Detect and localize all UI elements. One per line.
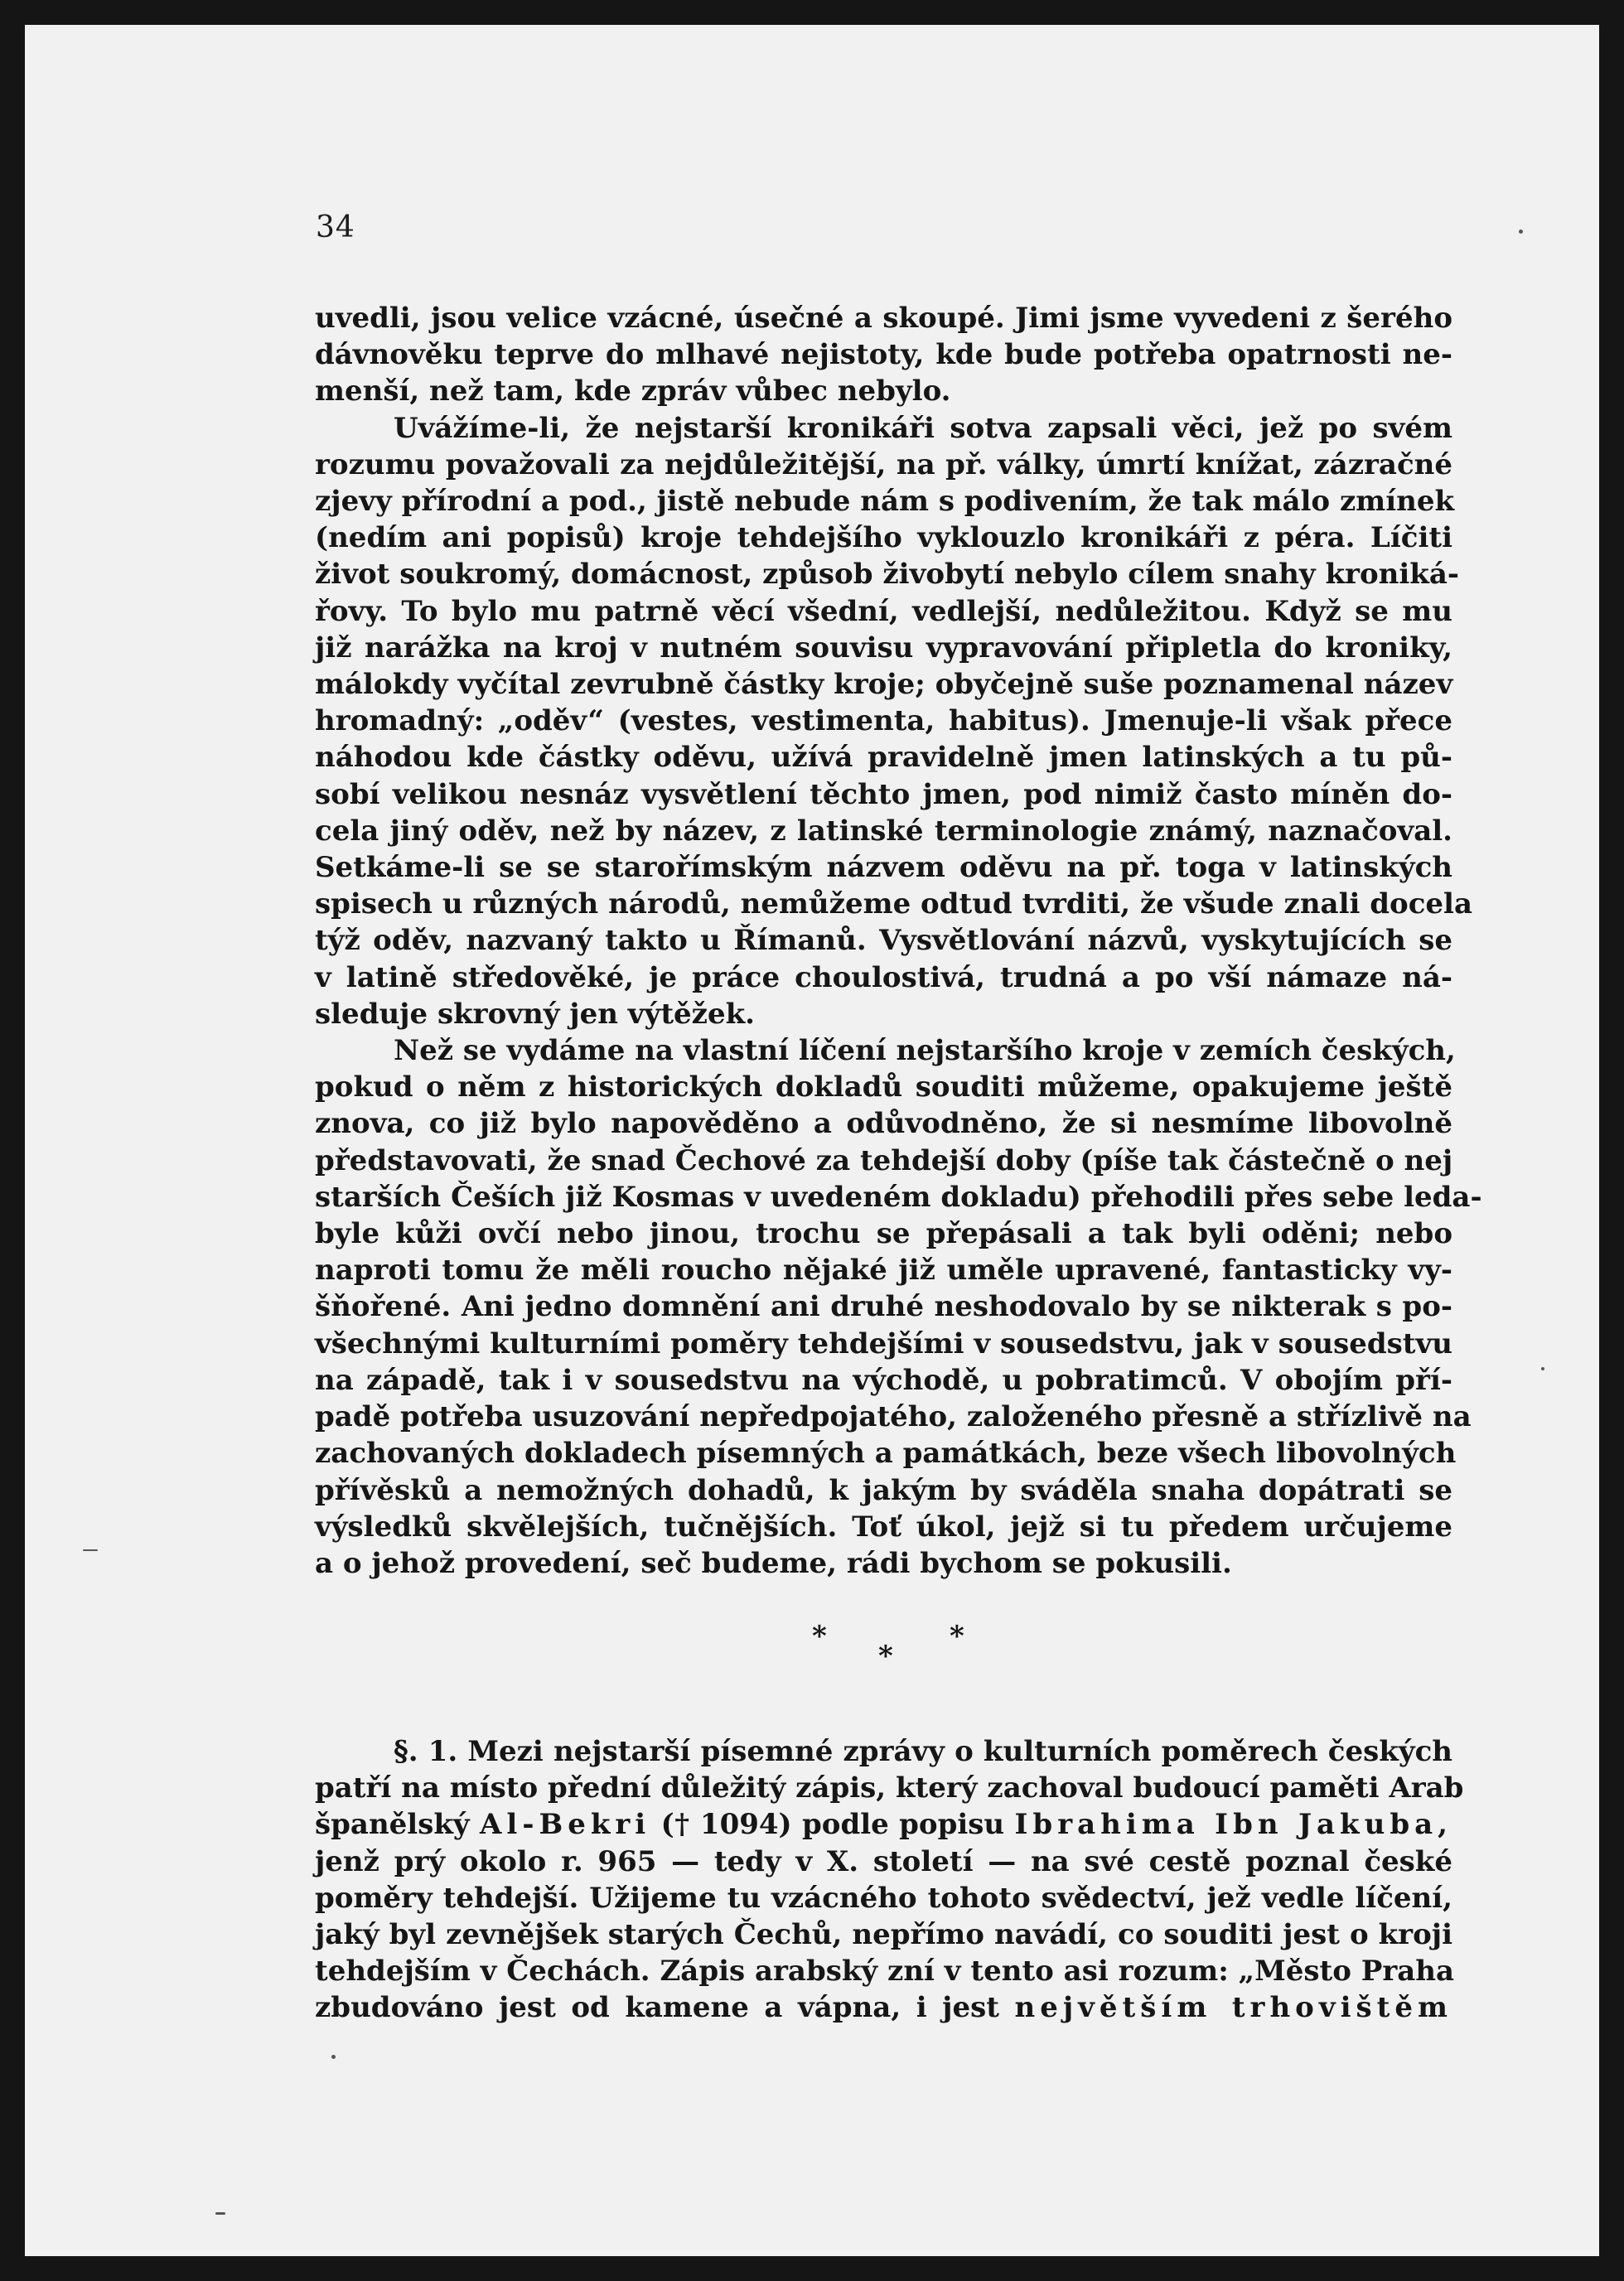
- text-line: týž oděv, nazvaný takto u Římanů. Vysvětlování názvů, vyskytujících se: [315, 924, 1452, 958]
- asterisk: *: [950, 1620, 964, 1653]
- text-line: jenž prý okolo r. 965 — tedy v X. století — na své cestě poznal české: [315, 1844, 1452, 1878]
- text-line: hromadný: „oděv“ (vestes, vestimenta, habitus). Jmenuje-li však přece: [315, 704, 1452, 738]
- document-page: [25, 25, 1599, 2256]
- text-line: dávnověku teprve do mlhavé nejistoty, kde bude potřeba opatrnosti ne-: [315, 338, 1452, 372]
- text-line: naproti tomu že měli roucho nějaké již uměle upravené, fantasticky vy-: [315, 1254, 1452, 1288]
- text-line: rozumu považovali za nejdůležitější, na př. války, úmrtí knížat, zázračné: [315, 447, 1452, 481]
- text-line: [315, 1806, 1452, 1843]
- text-line: znova, co již bylo napověděno a odůvodněno, že si nesmíme libovolně: [315, 1107, 1452, 1141]
- text-line: tehdejším v Čechách. Zápis arabský zní v tento asi rozum: „Město Praha: [315, 1955, 1455, 1989]
- text-line: výsledků skvělejších, tučnějších. Toť úkol, jejž si tu předem určujeme: [315, 1510, 1452, 1544]
- body-text: [315, 300, 1482, 1582]
- text-line: §. 1. Mezi nejstarší písemné zprávy o kulturních poměrech českých: [394, 1735, 1452, 1768]
- text-line: Setkáme-li se se starořímským názvem oděvu na př. toga v latinských: [315, 851, 1452, 885]
- text-line: spisech u různých národů, nemůžeme odtud tvrditi, že všude znali docela: [315, 887, 1472, 921]
- text-line: sobí velikou nesnáz vysvětlení těchto jmen, pod nimiž často míněn do-: [315, 777, 1452, 811]
- text-line: patří na místo přední důležitý zápis, který zachoval budoucí paměti Arab: [315, 1771, 1464, 1805]
- text-line: cela jiný oděv, než by název, z latinské terminologie známý, naznačoval.: [315, 814, 1452, 848]
- text-line: uvedli, jsou velice vzácné, úsečné a skoupé. Jimi jsme vyvedeni z šerého: [315, 302, 1452, 335]
- spaced-text: největším trhovištěm: [1014, 1991, 1452, 2025]
- text-line: náhodou kde částky oděvu, užívá pravidelně jmen latinských a tu pů-: [315, 741, 1452, 775]
- text-line: (nedím ani popisů) kroje tehdejšího vyklouzlo kronikáři z péra. Líčiti: [315, 521, 1452, 555]
- paper-speck: [1541, 1367, 1544, 1370]
- text-line: padě potřeba usuzování nepředpojatého, založeného přesně a střízlivě na: [315, 1400, 1472, 1434]
- text-line: málokdy vyčítal zevrubně částky kroje; obyčejně suše poznamenal název: [315, 668, 1453, 702]
- text-line: řovy. To bylo mu patrně věcí všední, vedlejší, nedůležitou. Když se mu: [315, 594, 1452, 628]
- text-line: zjevy přírodní a pod., jistě nebude nám s podivením, že tak málo zmínek: [315, 485, 1455, 519]
- text-line: byle kůži ovčí nebo jinou, trochu se přepásali a tak byli oděni; nebo: [315, 1217, 1452, 1251]
- text-line: starších Češích již Kosmas v uvedeném dokladu) přehodili přes sebe leda-: [315, 1180, 1482, 1214]
- section-text: [315, 1733, 1464, 2027]
- paper-speck: [83, 1549, 98, 1551]
- text-line: pokud o něm z historických dokladů souditi můžeme, opakujeme ještě: [315, 1070, 1452, 1104]
- text-line: představovati, že snad Čechové za tehdejší doby (píše tak částečně o nej: [315, 1143, 1453, 1177]
- text-line: [315, 1989, 1452, 2026]
- text-line: sleduje skrovný jen výtěžek.: [315, 997, 755, 1031]
- text-line: šňořené. Ani jedno domnění ani druhé neshodovalo by se nikterak s po-: [315, 1290, 1452, 1324]
- text-line: na západě, tak i v sousedstvu na východě, u pobratimců. V obojím pří-: [315, 1363, 1452, 1397]
- text-line: život soukromý, domácnost, způsob živobytí nebylo cílem snahy kroniká-: [315, 558, 1459, 592]
- text-line: Než se vydáme na vlastní líčení nejstaršího kroje v zemích českých,: [394, 1034, 1456, 1068]
- paper-speck: [215, 2212, 225, 2215]
- asterisk: *: [878, 1640, 893, 1673]
- text-fragment: († 1094) podle popisu: [660, 1808, 1005, 1842]
- text-line: jaký byl zevnějšek starých Čechů, nepřímo navádí, co souditi jest o kroji: [315, 1918, 1452, 1952]
- asterisk: *: [812, 1620, 827, 1653]
- text-line: poměry tehdejší. Užijeme tu vzácného tohoto svědectví, jež vedle líčení,: [315, 1881, 1452, 1915]
- page-number: 34: [316, 210, 355, 244]
- text-line: zachovaných dokladech písemných a památkách, beze všech libovolných: [315, 1437, 1457, 1471]
- text-line: v latině středověké, je práce choulostivá, trudná a po vší námaze ná-: [315, 960, 1452, 994]
- text-line: a o jehož provedení, seč budeme, rádi bychom se pokusili.: [315, 1546, 1232, 1580]
- spaced-name: Ibrahima Ibn Jakuba,: [1014, 1808, 1452, 1842]
- paper-speck: [1519, 230, 1523, 234]
- spaced-name: Al-Bekri: [480, 1808, 651, 1842]
- text-line: přívěsků a nemožných dohadů, k jakým by sváděla snaha dopátrati se: [315, 1473, 1452, 1507]
- text-line: menší, než tam, kde zpráv vůbec nebylo.: [315, 375, 951, 408]
- paper-speck: [331, 2055, 336, 2059]
- section-separator: [787, 1620, 1003, 1686]
- text-fragment: zbudováno jest od kamene a vápna, i jest: [315, 1991, 999, 2025]
- text-fragment: španělský: [315, 1808, 470, 1842]
- text-line: Uvážíme-li, že nejstarší kronikáři sotva zapsali věci, jež po svém: [394, 411, 1452, 445]
- text-line: již narážka na kroj v nutném souvisu vypravování připletla do kroniky,: [315, 631, 1452, 664]
- text-line: všechnými kulturními poměry tehdejšími v sousedstvu, jak v sousedstvu: [315, 1327, 1452, 1360]
